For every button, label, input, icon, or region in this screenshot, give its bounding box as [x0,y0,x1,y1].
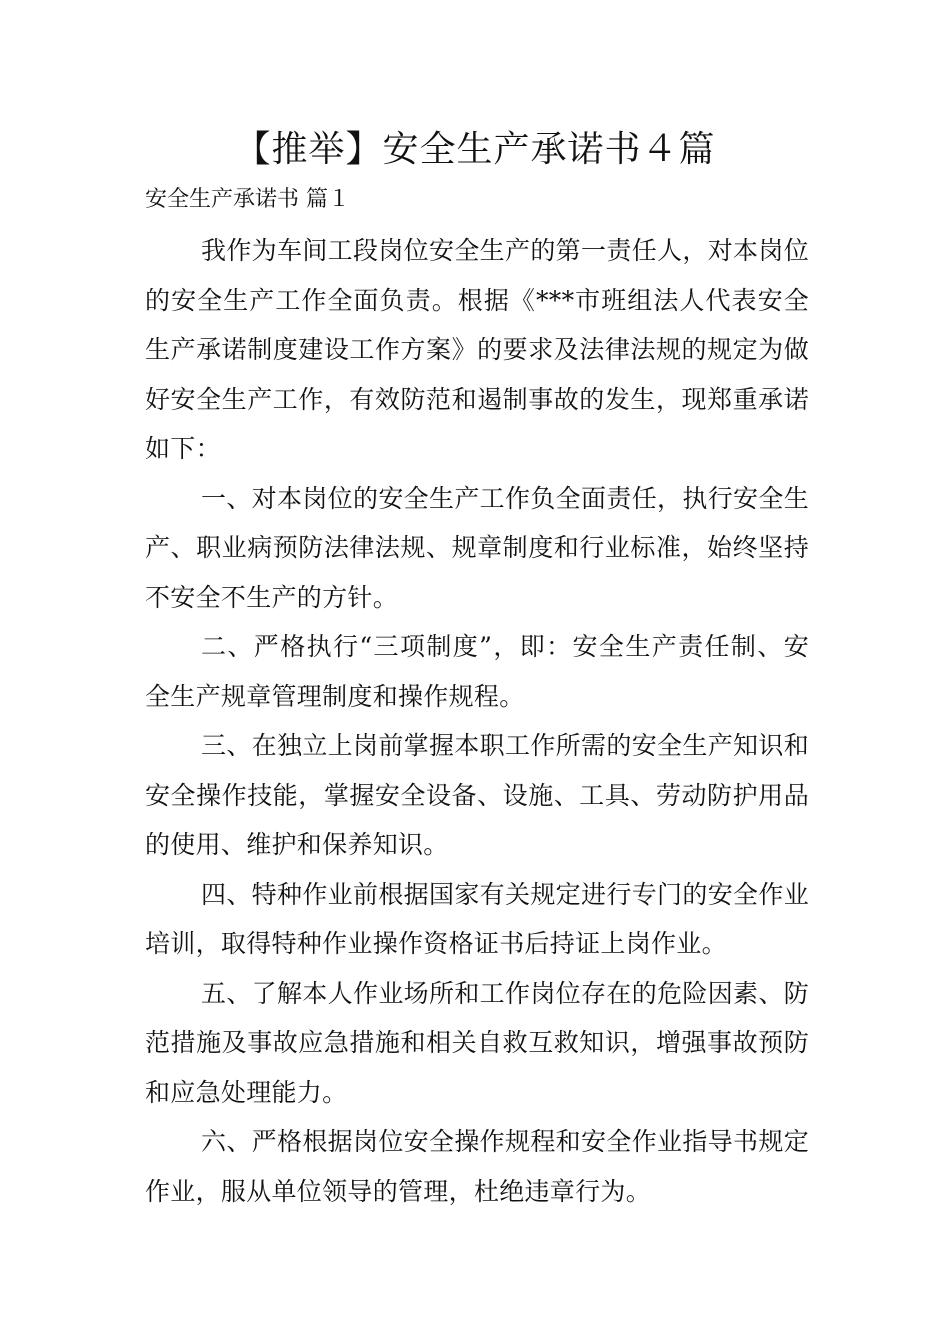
paragraph-item-6: 六、严格根据岗位安全操作规程和安全作业指导书规定作业，服从单位领导的管理，杜绝违章行为。 [145,1127,809,1206]
paragraph-item-3: 三、在独立上岗前掌握本职工作所需的安全生产知识和安全操作技能，掌握安全设备、设施、工具、劳动防护用品的使用、维护和保养知识。 [145,731,809,859]
document-body [145,226,809,1216]
paragraph-item-4: 四、特种作业前根据国家有关规定进行专门的安全作业培训，取得特种作业操作资格证书后持证上岗作业。 [145,879,809,958]
paragraph-item-5: 五、了解本人作业场所和工作岗位存在的危险因素、防范措施及事故应急措施和相关自救互救知识，增强事故预防和应急处理能力。 [145,978,809,1107]
paragraph-item-2: 二、严格执行“三项制度”，即：安全生产责任制、安全生产规章管理制度和操作规程。 [145,632,809,711]
document-title: 【推举】安全生产承诺书４篇 [234,129,716,170]
paragraph-item-1: 一、对本岗位的安全生产工作负全面责任，执行安全生产、职业病预防法律法规、规章制度和行业标准，始终坚持不安全不生产的方针。 [145,483,809,612]
section-heading: 安全生产承诺书 篇１ [145,187,350,212]
paragraph-intro: 我作为车间工段岗位安全生产的第一责任人，对本岗位的安全生产工作全面负责。根据《***市班组法人代表安全生产承诺制度建设工作方案》的要求及法律法规的规定为做好安全生产工作，有效防范和遏制事故的发生，现郑重承诺如下： [145,236,809,463]
